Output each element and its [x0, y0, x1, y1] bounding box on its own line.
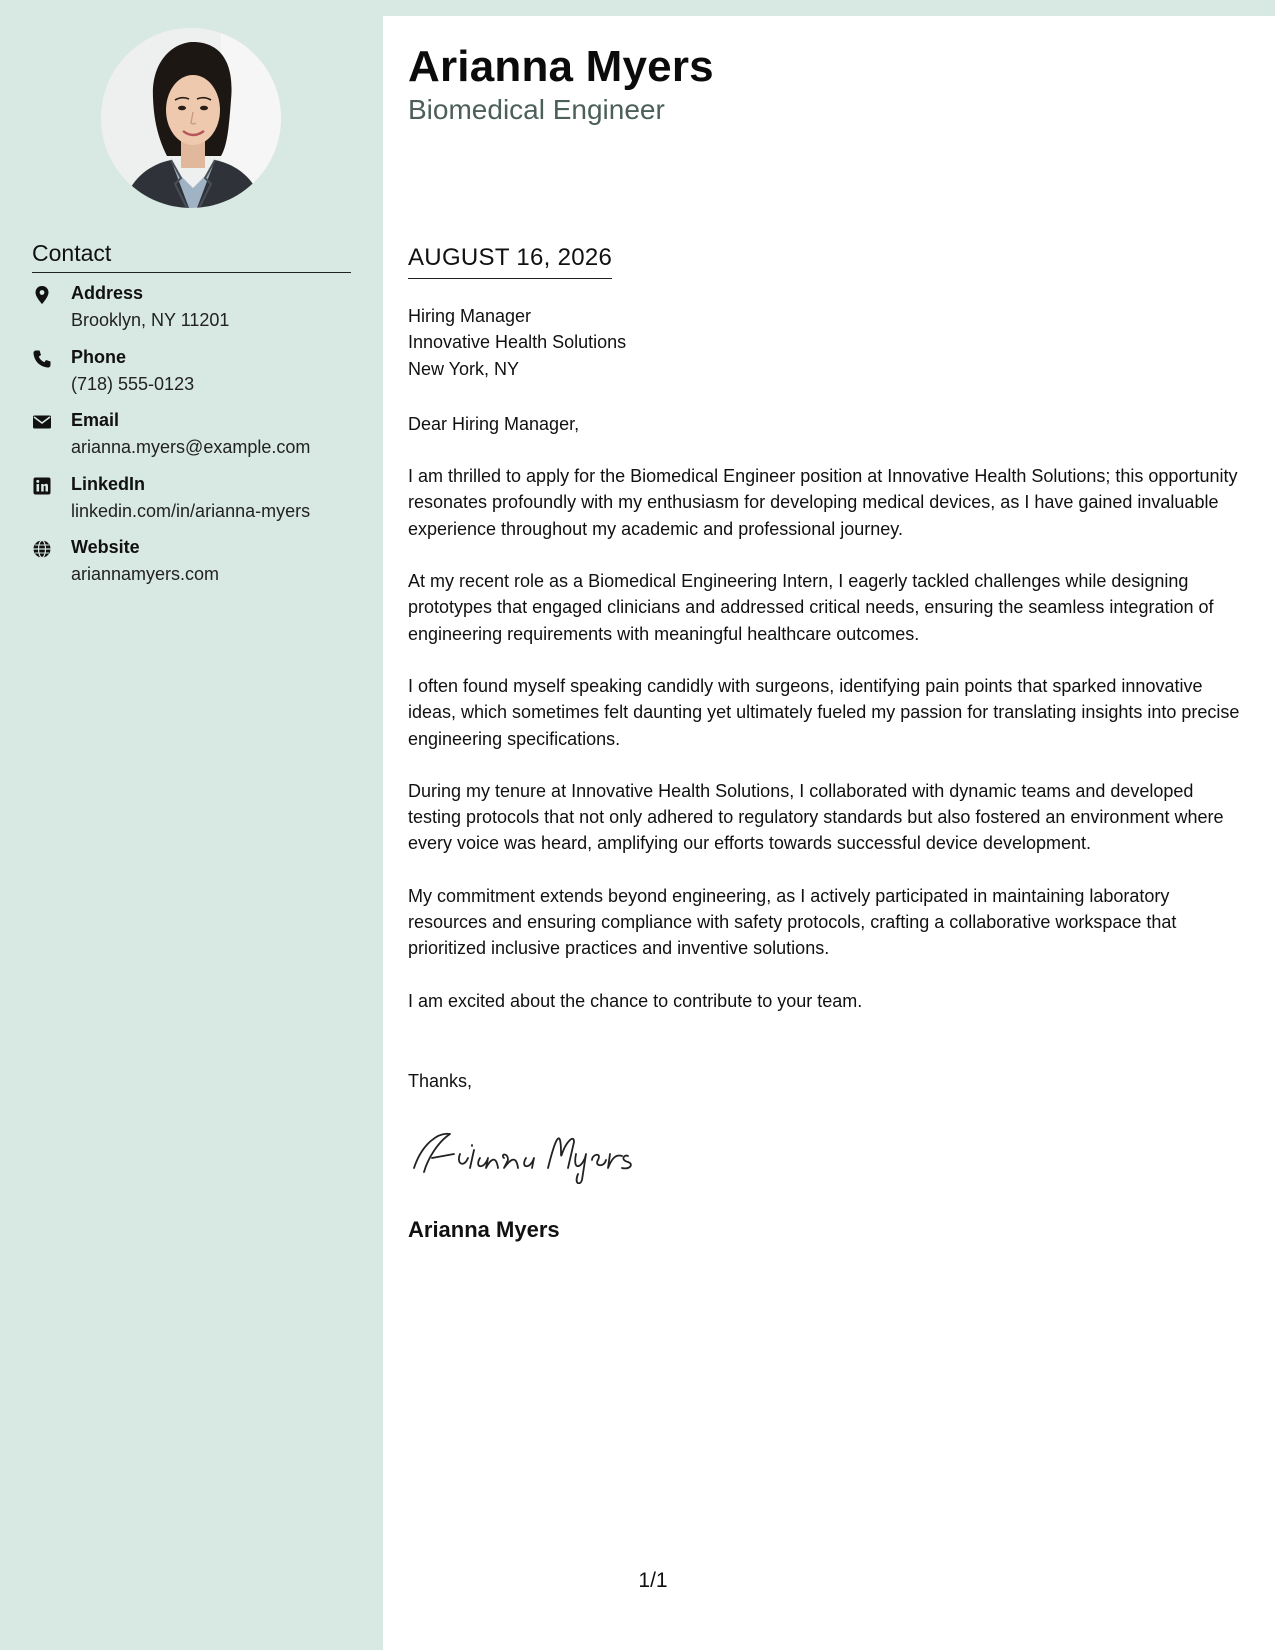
contact-value: Brooklyn, NY 11201: [71, 310, 230, 330]
contact-label: LinkedIn: [71, 473, 146, 494]
paragraph: My commitment extends beyond engineering, as I actively participated in maintaining laboratory resources and ensuring compliance with safety protocols, crafting a collaborative workspace that prioritized inclusive practices and inventive solutions.: [408, 885, 1177, 959]
contact-label: Address: [71, 283, 144, 303]
envelope-icon: [32, 412, 52, 432]
signer-name: Arianna Myers: [408, 1217, 560, 1242]
page-number: 1/1: [638, 1569, 668, 1592]
recipient-line: Hiring Manager: [408, 306, 532, 326]
contact-item-linkedin: [32, 474, 362, 538]
applicant-name: Arianna Myers: [408, 42, 714, 91]
contact-value: ariannamyers.com: [71, 564, 220, 584]
paragraph: I am excited about the chance to contribute to your team.: [408, 990, 863, 1011]
paragraph: I am thrilled to apply for the Biomedical Engineer position at Innovative Health Solutions; this opportunity resonates profoundly with my enthusiasm for developing medical devices, as I have gained invaluable experience throughout my academic and professional journey.: [408, 466, 1238, 539]
contact-label: Website: [71, 537, 140, 557]
paragraph: During my tenure at Innovative Health Solutions, I collaborated with dynamic teams and developed testing protocols that not only adhered to regulatory standards but also fostered an environment where every voice was heard, amplifying our efforts towards successful device development.: [408, 780, 1224, 854]
globe-icon: [32, 539, 52, 559]
contact-item-address: [32, 283, 362, 347]
closing: Thanks,: [408, 1071, 473, 1091]
contact-item-phone: [32, 347, 362, 411]
contact-value: (718) 555-0123: [71, 373, 195, 394]
paragraph: I often found myself speaking candidly with surgeons, identifying pain points that sparked innovative ideas, which sometimes felt daunting yet ultimately fueled my passion for translating insights into precise engineering specifications.: [408, 675, 1240, 749]
signature: [408, 1124, 668, 1184]
contact-label: Phone: [71, 346, 127, 367]
recipient-line: New York, NY: [408, 358, 520, 379]
contact-label: Email: [71, 410, 120, 430]
contact-item-website: [32, 537, 362, 601]
contact-item-email: [32, 410, 362, 474]
portrait-photo: [101, 28, 281, 208]
contact-value: arianna.myers@example.com: [71, 437, 311, 457]
phone-icon: [32, 349, 52, 369]
recipient-line: Innovative Health Solutions: [408, 332, 627, 353]
recipient-block: [408, 303, 1250, 382]
contact-list: [32, 283, 362, 601]
contact-heading: Contact: [32, 240, 351, 273]
linkedin-icon: [32, 476, 52, 496]
contact-value: linkedin.com/in/arianna-myers: [71, 500, 311, 521]
paragraph: At my recent role as a Biomedical Engineering Intern, I eagerly tackled challenges while designing prototypes that engaged clinicians and addressed critical needs, ensuring the seamless integration of engineering requirements with meaningful healthcare outcomes.: [408, 571, 1214, 644]
greeting: Dear Hiring Manager,: [408, 413, 580, 434]
letter-page: [383, 16, 1275, 1650]
letter-body: [408, 303, 1250, 1014]
profile-photo: [101, 28, 281, 208]
job-title: Biomedical Engineer: [408, 94, 665, 125]
letter-date: AUGUST 16, 2026: [408, 244, 612, 279]
map-pin-icon: [32, 285, 52, 305]
sidebar: [0, 0, 383, 1650]
